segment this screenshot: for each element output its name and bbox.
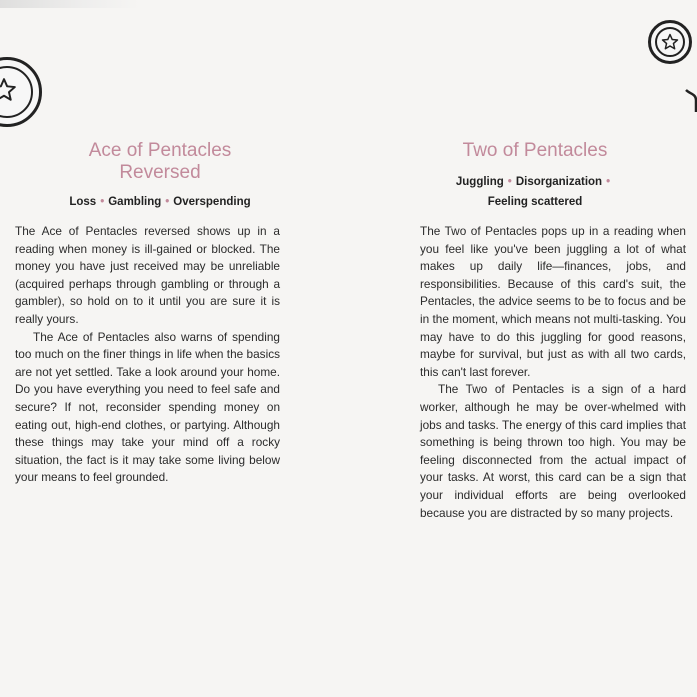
decorative-hook-icon: [684, 88, 697, 114]
star-badge: [0, 57, 42, 127]
right-page: [350, 0, 697, 697]
separator-dot: •: [606, 176, 611, 188]
paragraph: The Two of Pentacles is a sign of a hard worker, although he may be over-whelmed with jobs and tasks. The energy of this card implies that something is being thrown too high. You may be feeling disconnected from the actual impact of your tasks. At worst, this card can be a sign that your individual efforts are being overlooked because you are distracted by so many projects.: [420, 382, 686, 520]
paragraph: The Ace of Pentacles reversed shows up in a reading when money is ill-gained or blocked. The money you have just received may be unreliable (acquired perhaps through gambling or through a gambler), so hold on to it until you are sure it is really yours.: [15, 224, 280, 326]
keyword: Loss: [69, 196, 97, 208]
card-title: [40, 140, 280, 184]
star-icon: [0, 77, 17, 103]
keyword: Juggling: [455, 176, 504, 188]
keyword: Disorganization: [515, 176, 603, 188]
separator-dot: •: [507, 176, 512, 188]
keyword: Feeling scattered: [487, 196, 583, 208]
separator-dot: •: [100, 196, 105, 208]
star-badge: [648, 20, 692, 64]
paragraph: The Two of Pentacles pops up in a reading when you feel like you've been juggling a lot of what makes up daily life—finances, jobs, and responsibilities. Because of this card's suit, the Pentacles, the advice seems to be to focus and be in the moment, which means not multi-tasking. You may have to do this juggling for good reasons, maybe for survival, but just as with all two cards, this can't last forever.: [420, 224, 686, 379]
keyword: Gambling: [108, 196, 162, 208]
title-line-2: Reversed: [119, 162, 201, 183]
keywords: [420, 172, 650, 212]
title-line-1: Ace of Pentacles: [88, 140, 232, 161]
card-description: [420, 223, 686, 522]
paragraph: The Ace of Pentacles also warns of spending too much on the finer things in life when the basics are not yet settled. Take a look around your home. Do you have everything you need to feel safe and secure? If not, reconsider spending money on eating out, high-end clothes, or partying. Although these things may take your mind off a rocky situation, the fact is it may take some living below your means to feel grounded.: [15, 329, 280, 485]
separator-dot: •: [165, 196, 170, 208]
card-title: Two of Pentacles: [462, 140, 608, 161]
keywords: [20, 192, 300, 212]
star-icon: [661, 33, 679, 51]
card-description: [15, 223, 280, 487]
keyword: Overspending: [173, 196, 251, 208]
